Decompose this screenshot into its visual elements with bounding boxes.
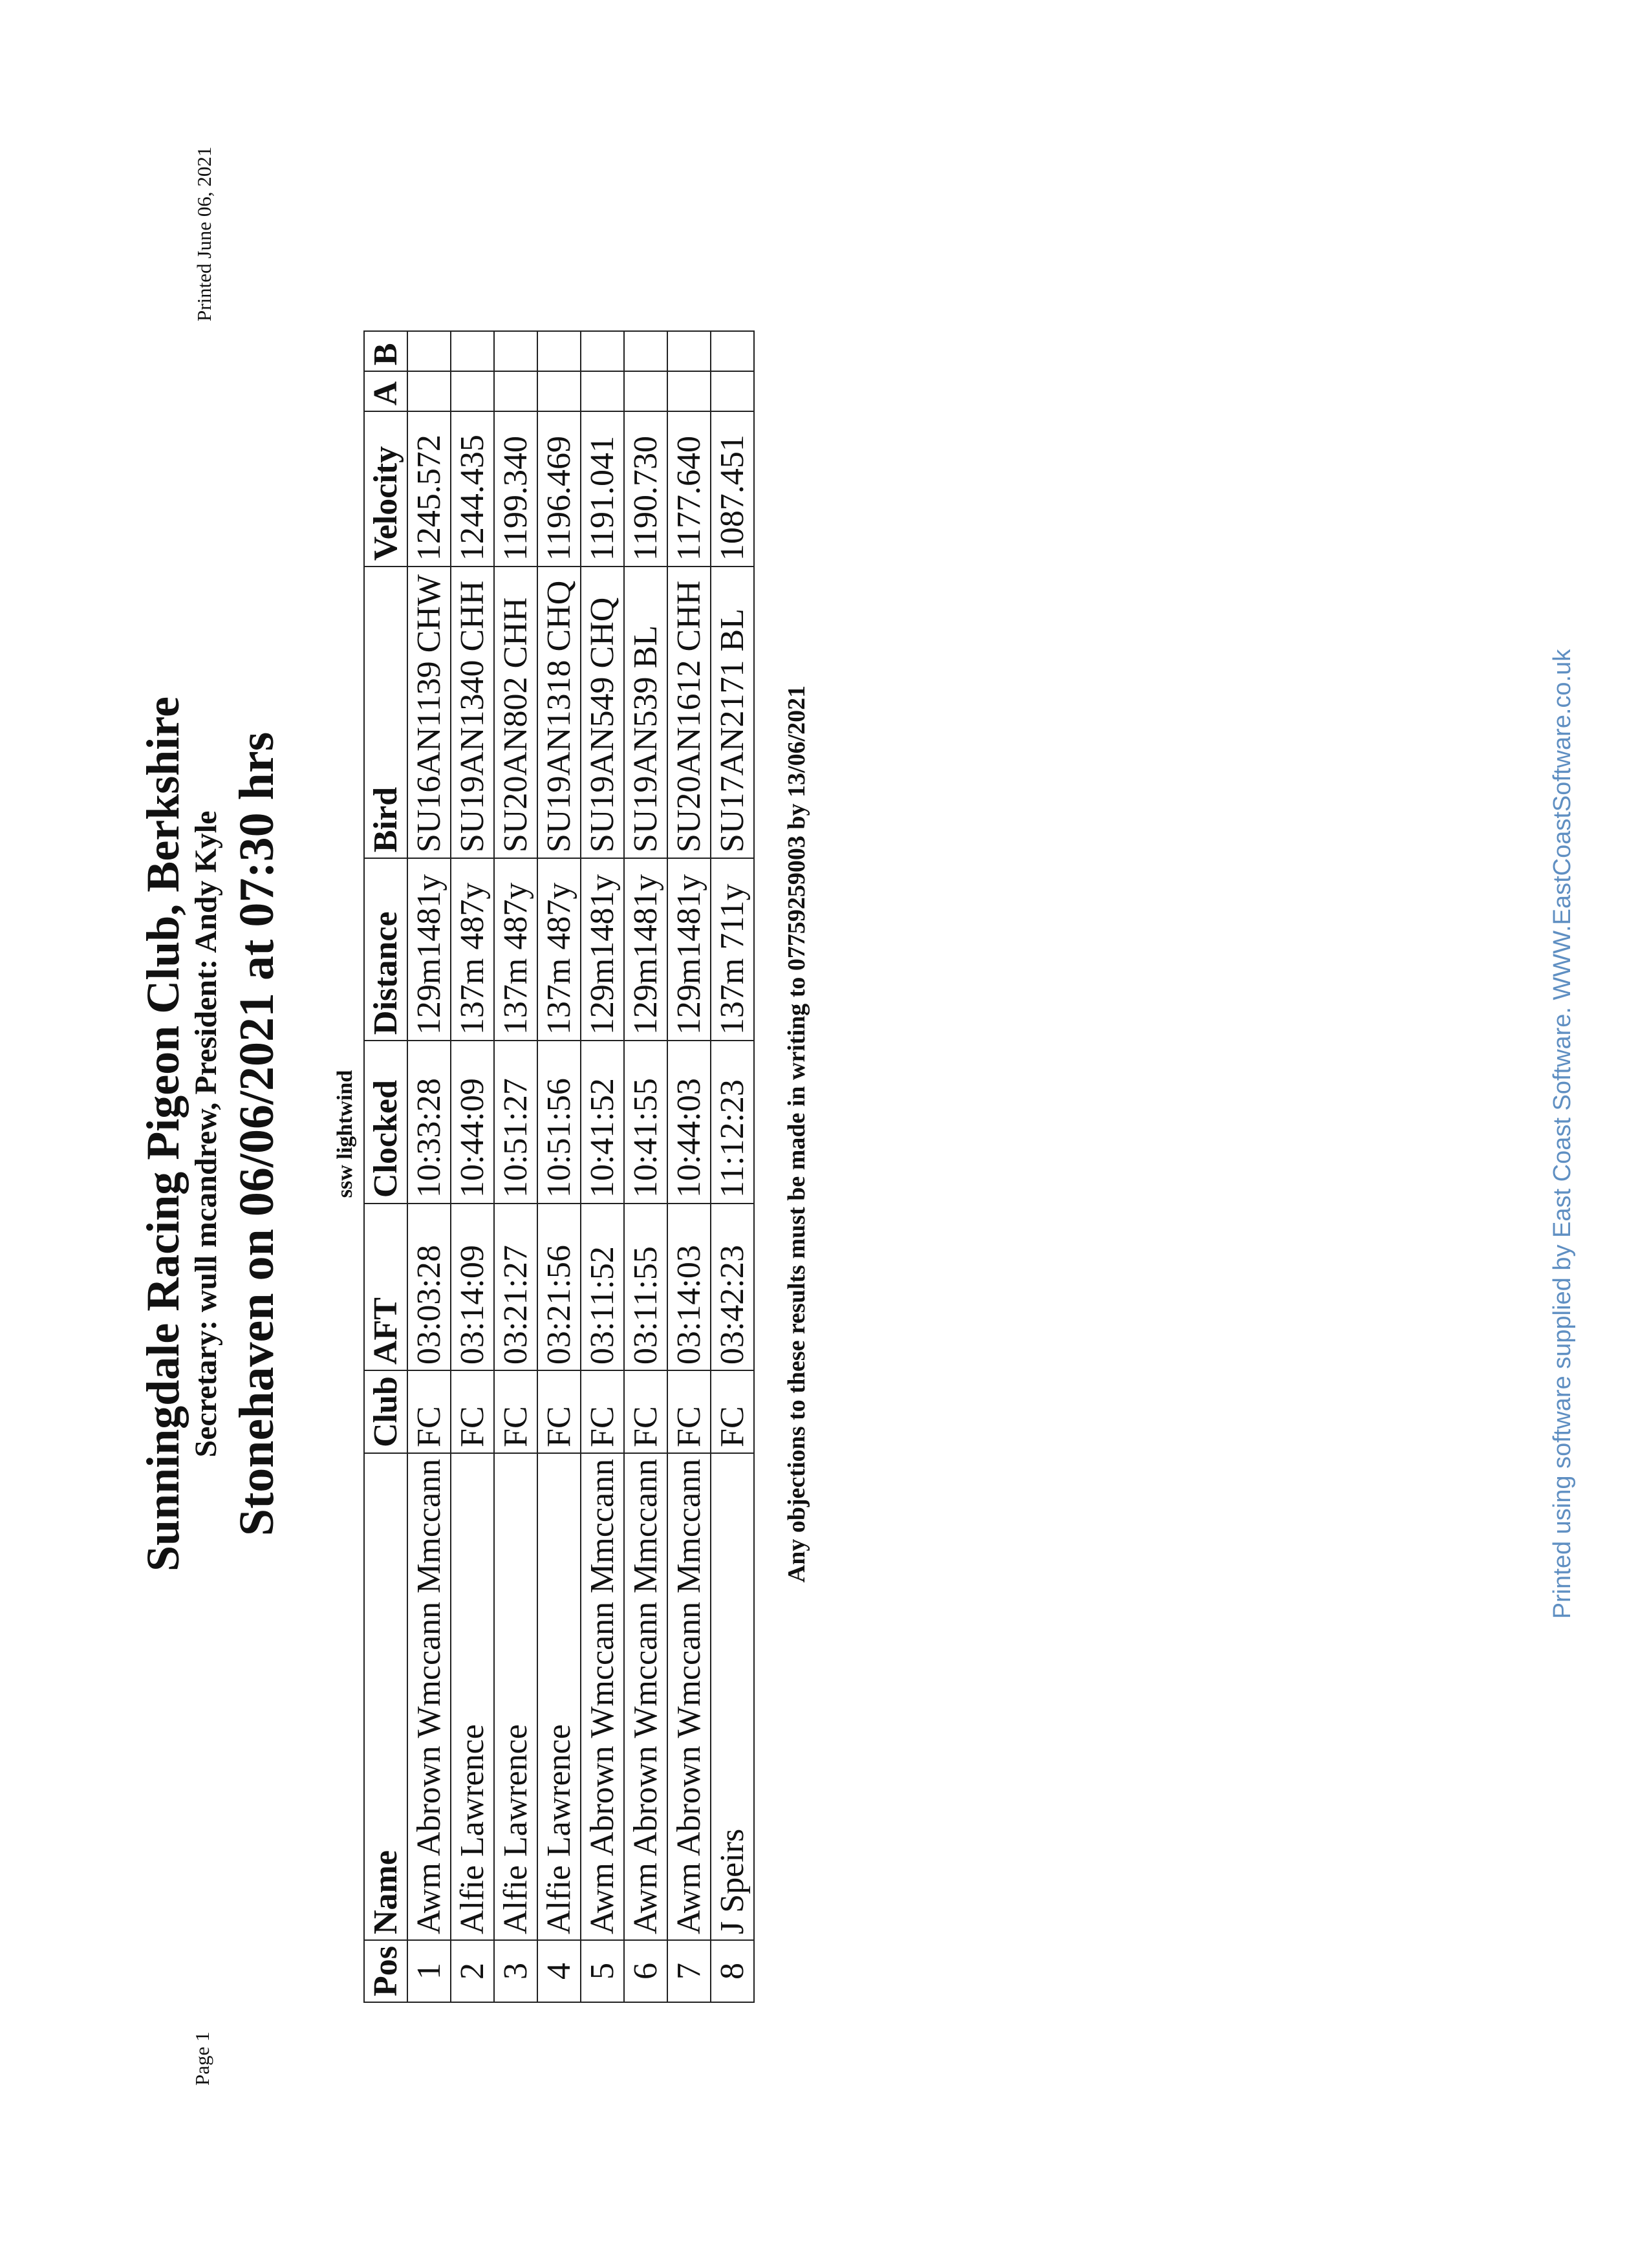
- cell-clocked: 10:51:56: [537, 1041, 581, 1204]
- cell-pos: 4: [537, 1940, 581, 2002]
- cell-distance: 137m 711y: [711, 858, 754, 1041]
- cell-pos: 5: [581, 1940, 624, 2002]
- cell-aft: 03:21:27: [494, 1204, 537, 1370]
- cell-aft: 03:14:03: [667, 1204, 711, 1370]
- race-title: Stonehaven on 06/06/2021 at 07:30 hrs: [229, 731, 284, 1537]
- header-name: Name: [364, 1453, 407, 1940]
- cell-b: [494, 331, 537, 371]
- cell-clocked: 10:33:28: [407, 1041, 451, 1204]
- cell-pos: 1: [407, 1940, 451, 2002]
- cell-name: Awm Abrown Wmccann Mmccann: [407, 1453, 451, 1940]
- cell-aft: 03:11:52: [581, 1204, 624, 1370]
- cell-distance: 137m 487y: [451, 858, 494, 1041]
- header-velocity: Velocity: [364, 411, 407, 567]
- cell-b: [537, 331, 581, 371]
- cell-a: [624, 371, 667, 411]
- cell-club: FC: [451, 1370, 494, 1453]
- weather-note: ssw lightwind: [333, 1070, 357, 1198]
- cell-distance: 129m1481y: [624, 858, 667, 1041]
- cell-clocked: 10:41:55: [624, 1041, 667, 1204]
- cell-a: [581, 371, 624, 411]
- table-row: [581, 331, 624, 2002]
- cell-velocity: 1245.572: [407, 411, 451, 567]
- cell-aft: 03:11:55: [624, 1204, 667, 1370]
- cell-a: [451, 371, 494, 411]
- cell-a: [537, 371, 581, 411]
- cell-club: FC: [581, 1370, 624, 1453]
- cell-b: [667, 331, 711, 371]
- cell-pos: 8: [711, 1940, 754, 2002]
- results-table: [363, 330, 755, 2003]
- cell-bird: SU19AN1340 CHH: [451, 567, 494, 858]
- cell-distance: 137m 487y: [494, 858, 537, 1041]
- cell-distance: 129m1481y: [407, 858, 451, 1041]
- header-aft: AFT: [364, 1204, 407, 1370]
- club-title: Sunningdale Racing Pigeon Club, Berkshire: [137, 697, 189, 1571]
- table-row: [711, 331, 754, 2002]
- cell-distance: 129m1481y: [667, 858, 711, 1041]
- table-row: [451, 331, 494, 2002]
- table-row: [537, 331, 581, 2002]
- page-number: Page 1: [191, 2031, 213, 2086]
- cell-name: Awm Abrown Wmccann Mmccann: [624, 1453, 667, 1940]
- cell-bird: SU20AN802 CHH: [494, 567, 537, 858]
- cell-bird: SU19AN539 BL: [624, 567, 667, 858]
- cell-clocked: 10:44:03: [667, 1041, 711, 1204]
- cell-aft: 03:21:56: [537, 1204, 581, 1370]
- cell-b: [581, 331, 624, 371]
- cell-bird: SU19AN549 CHQ: [581, 567, 624, 858]
- objection-note: Any objections to these results must be made in writing to 07759259003 by 13/06/2021: [783, 685, 810, 1583]
- cell-club: FC: [624, 1370, 667, 1453]
- cell-aft: 03:42:23: [711, 1204, 754, 1370]
- header-distance: Distance: [364, 858, 407, 1041]
- cell-club: FC: [711, 1370, 754, 1453]
- software-credit: Printed using software supplied by East Coast Software. WWW.EastCoastSoftware.co.uk: [1549, 649, 1576, 1619]
- cell-clocked: 10:44:09: [451, 1041, 494, 1204]
- cell-a: [667, 371, 711, 411]
- cell-club: FC: [537, 1370, 581, 1453]
- cell-velocity: 1177.640: [667, 411, 711, 567]
- table-row: [494, 331, 537, 2002]
- header-clocked: Clocked: [364, 1041, 407, 1204]
- cell-clocked: 11:12:23: [711, 1041, 754, 1204]
- title-block: [139, 0, 286, 2268]
- cell-club: FC: [667, 1370, 711, 1453]
- cell-a: [407, 371, 451, 411]
- cell-name: Alfie Lawrence: [494, 1453, 537, 1940]
- header-a: A: [364, 371, 407, 411]
- cell-velocity: 1199.340: [494, 411, 537, 567]
- cell-aft: 03:03:28: [407, 1204, 451, 1370]
- header-pos: Pos: [364, 1940, 407, 2002]
- cell-velocity: 1191.041: [581, 411, 624, 567]
- cell-velocity: 1087.451: [711, 411, 754, 567]
- table-row: [624, 331, 667, 2002]
- cell-clocked: 10:51:27: [494, 1041, 537, 1204]
- cell-bird: SU16AN1139 CHW: [407, 567, 451, 858]
- cell-pos: 2: [451, 1940, 494, 2002]
- cell-distance: 137m 487y: [537, 858, 581, 1041]
- cell-name: Alfie Lawrence: [451, 1453, 494, 1940]
- header-b: B: [364, 331, 407, 371]
- cell-b: [451, 331, 494, 371]
- cell-velocity: 1196.469: [537, 411, 581, 567]
- table-row: [407, 331, 451, 2002]
- cell-pos: 6: [624, 1940, 667, 2002]
- cell-club: FC: [407, 1370, 451, 1453]
- cell-name: Alfie Lawrence: [537, 1453, 581, 1940]
- cell-b: [407, 331, 451, 371]
- cell-b: [711, 331, 754, 371]
- cell-bird: SU17AN2171 BL: [711, 567, 754, 858]
- cell-velocity: 1244.435: [451, 411, 494, 567]
- cell-bird: SU20AN1612 CHH: [667, 567, 711, 858]
- cell-name: Awm Abrown Wmccann Mmccann: [581, 1453, 624, 1940]
- cell-club: FC: [494, 1370, 537, 1453]
- header-club: Club: [364, 1370, 407, 1453]
- cell-aft: 03:14:09: [451, 1204, 494, 1370]
- cell-bird: SU19AN1318 CHQ: [537, 567, 581, 858]
- table-header-row: [364, 331, 407, 2002]
- header-bird: Bird: [364, 567, 407, 858]
- cell-clocked: 10:41:52: [581, 1041, 624, 1204]
- cell-a: [711, 371, 754, 411]
- club-officers: Secretary: wull mcandrew, President: Andy Kyle: [188, 810, 223, 1458]
- results-body: [407, 331, 754, 2002]
- cell-a: [494, 371, 537, 411]
- cell-velocity: 1190.730: [624, 411, 667, 567]
- cell-name: Awm Abrown Wmccann Mmccann: [667, 1453, 711, 1940]
- cell-distance: 129m1481y: [581, 858, 624, 1041]
- cell-pos: 3: [494, 1940, 537, 2002]
- cell-name: J Speirs: [711, 1453, 754, 1940]
- cell-b: [624, 331, 667, 371]
- printed-date: Printed June 06, 2021: [193, 146, 215, 321]
- cell-pos: 7: [667, 1940, 711, 2002]
- table-row: [667, 331, 711, 2002]
